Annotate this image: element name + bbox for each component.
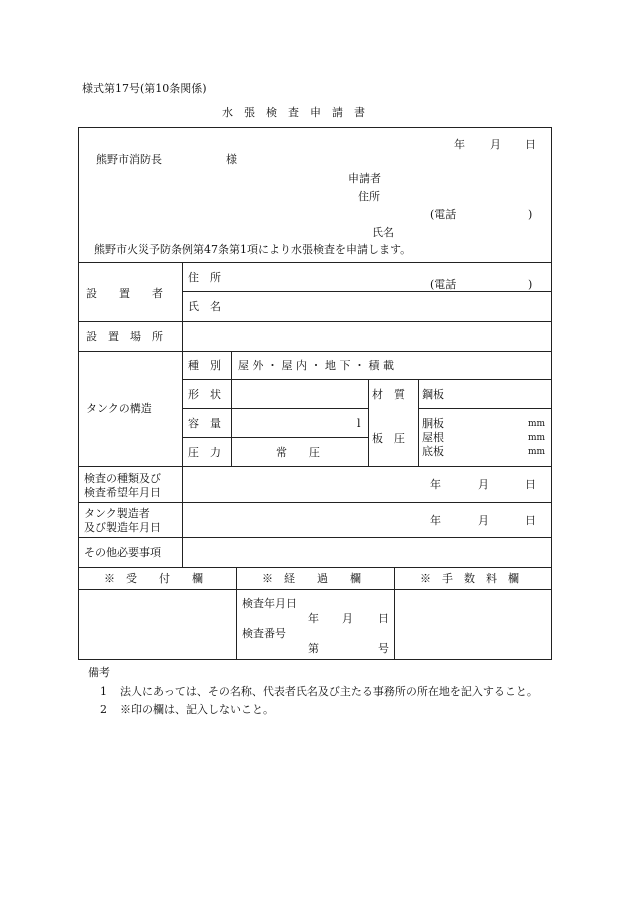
tank-material-value: 鋼板 xyxy=(422,388,444,401)
note-number: 1 xyxy=(100,685,107,698)
applicant-phone-open: (電話 xyxy=(430,208,457,221)
plate-roof-unit: mm xyxy=(528,433,546,443)
inspection-date-label: 検査年月日 xyxy=(242,597,297,610)
inspection-day-label: 日 xyxy=(525,478,536,491)
applicant-name-label: 氏名 xyxy=(372,226,394,239)
addressee-honorific: 様 xyxy=(226,153,237,166)
notes-heading: 備考 xyxy=(88,666,110,679)
tank-type-options: 屋 外 ・ 屋 内 ・ 地 下 ・ 積 載 xyxy=(238,359,394,372)
inspection-number-suffix: 号 xyxy=(378,642,389,655)
other-matters-label: その他必要事項 xyxy=(84,546,161,559)
inspection-year-label: 年 xyxy=(430,478,441,491)
applicant-address-label: 住所 xyxy=(358,190,380,203)
tank-capacity-label: 容 量 xyxy=(188,417,221,430)
maker-label-line2: 及び製造年月日 xyxy=(84,521,161,534)
tank-pressure-value: 常 圧 xyxy=(276,446,320,459)
applicant-phone-close: ) xyxy=(528,208,533,221)
inspection-month-label: 月 xyxy=(478,478,489,491)
tank-material-label: 材 質 xyxy=(372,388,405,401)
date-month-label: 月 xyxy=(490,138,501,151)
office-year-label: 年 xyxy=(308,612,319,625)
installer-phone-close: ) xyxy=(528,278,533,291)
plate-bottom-label: 底板 xyxy=(422,445,444,458)
form-number: 様式第17号(第10条関係) xyxy=(82,82,207,95)
application-statement: 熊野市火災予防条例第47条第1項により水張検査を申請します。 xyxy=(94,243,412,256)
office-month-label: 月 xyxy=(342,612,353,625)
tank-structure-label: タンクの構造 xyxy=(86,402,152,415)
note-text: 法人にあっては、その名称、代表者氏名及び主たる事務所の所在地を記入すること。 xyxy=(120,685,538,698)
tank-shape-label: 形 状 xyxy=(188,388,221,401)
plate-roof-label: 屋根 xyxy=(422,431,444,444)
reception-column-header: ※ 受 付 欄 xyxy=(104,572,203,585)
fee-column-header: ※ 手 数 料 欄 xyxy=(420,572,519,585)
tank-type-label: 種 別 xyxy=(188,359,221,372)
note-number: 2 xyxy=(100,703,107,716)
date-day-label: 日 xyxy=(525,138,536,151)
tank-plate-label: 板 圧 xyxy=(372,432,405,445)
plate-trunk-unit: mm xyxy=(528,419,546,429)
progress-column-header: ※ 経 過 欄 xyxy=(262,572,361,585)
installer-phone-open: (電話 xyxy=(430,278,457,291)
plate-trunk-label: 胴板 xyxy=(422,417,444,430)
addressee: 熊野市消防長 xyxy=(96,153,162,166)
installer-label: 設 置 者 xyxy=(86,287,163,300)
location-label: 設 置 場 所 xyxy=(86,330,163,343)
inspection-number-prefix: 第 xyxy=(308,642,319,655)
tank-capacity-unit: l xyxy=(357,417,361,430)
inspection-label-line1: 検査の種類及び xyxy=(84,472,161,485)
inspection-number-label: 検査番号 xyxy=(242,627,286,640)
installer-address-label: 住 所 xyxy=(188,271,221,284)
form-title: 水 張 検 査 申 請 書 xyxy=(222,106,365,119)
note-text: ※印の欄は、記入しないこと。 xyxy=(120,703,274,716)
plate-bottom-unit: mm xyxy=(528,447,546,457)
installer-name-label: 氏 名 xyxy=(188,300,221,313)
office-day-label: 日 xyxy=(378,612,389,625)
inspection-label-line2: 検査希望年月日 xyxy=(84,486,161,499)
applicant-label: 申請者 xyxy=(348,172,381,185)
maker-day-label: 日 xyxy=(525,514,536,527)
tank-pressure-label: 圧 力 xyxy=(188,446,221,459)
maker-month-label: 月 xyxy=(478,514,489,527)
maker-year-label: 年 xyxy=(430,514,441,527)
date-year-label: 年 xyxy=(454,138,465,151)
maker-label-line1: タンク製造者 xyxy=(84,507,150,520)
